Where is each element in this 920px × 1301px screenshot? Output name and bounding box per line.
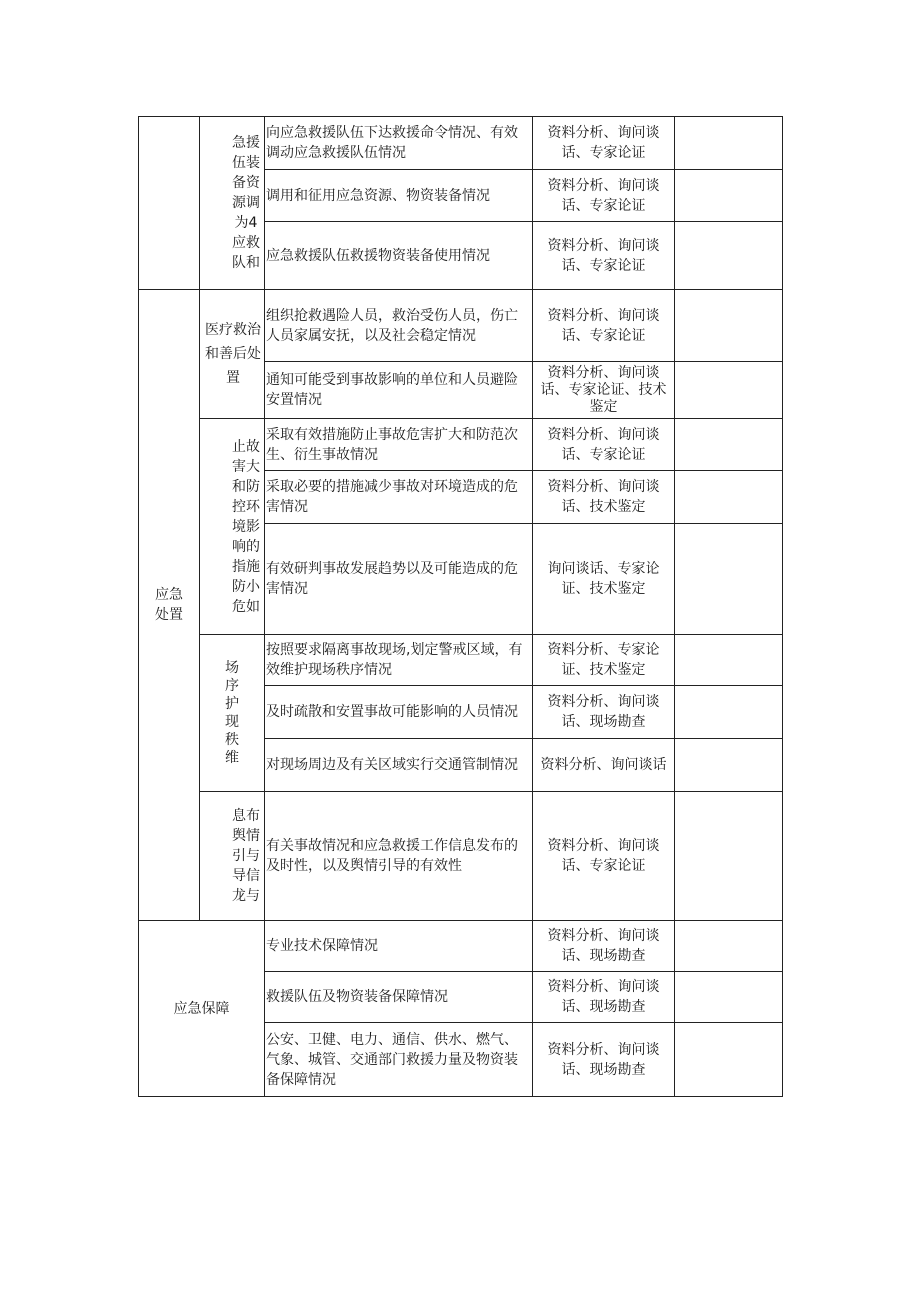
item-cell: 采取有效措施防止事故危害扩大和防范次生、衍生事故情况 (265, 419, 533, 471)
item-cell: 组织抢救遇险人员，救治受伤人员，伤亡人员家属安抚，以及社会稳定情况 (265, 290, 533, 362)
method-cell: 资料分析、询问谈话、现场勘查 (533, 686, 675, 739)
table-row (139, 419, 783, 471)
item-cell: 专业技术保障情况 (265, 921, 533, 972)
result-cell (675, 686, 783, 739)
category-cell: 应急处置 (139, 290, 200, 921)
result-cell (675, 362, 783, 419)
item-cell: 向应急救援队伍下达救援命令情况、有效调动应急救援队伍情况 (265, 117, 533, 170)
result-cell (675, 419, 783, 471)
result-cell (675, 921, 783, 972)
item-cell: 对现场周边及有关区域实行交通管制情况 (265, 739, 533, 792)
item-cell: 救援队伍及物资装备保障情况 (265, 972, 533, 1023)
method-cell: 资料分析、询问谈话、专家论证 (533, 117, 675, 170)
category-cell: 应急保障 (139, 921, 265, 1097)
item-cell: 有效研判事故发展趋势以及可能造成的危害情况 (265, 524, 533, 635)
method-cell: 资料分析、询问谈话 (533, 739, 675, 792)
subcategory-cell: 医疗救治和善后处置 (200, 290, 265, 419)
table-row (139, 792, 783, 921)
subcategory-cell: 息布舆情引与导信龙与 (200, 792, 265, 921)
method-cell: 资料分析、询问谈话、专家论证 (533, 290, 675, 362)
method-cell: 资料分析、询问谈话、现场勘查 (533, 921, 675, 972)
result-cell (675, 1023, 783, 1097)
category-cell (139, 117, 200, 290)
table-row (139, 117, 783, 170)
result-cell (675, 972, 783, 1023)
table-row (139, 635, 783, 686)
result-cell (675, 170, 783, 222)
result-cell (675, 471, 783, 524)
method-cell: 资料分析、询问谈话、专家论证 (533, 419, 675, 471)
method-cell: 资料分析、询问谈话、专家论证 (533, 222, 675, 290)
evaluation-table (138, 116, 783, 1097)
result-cell (675, 290, 783, 362)
table-row (139, 290, 783, 362)
item-cell: 应急救援队伍救援物资装备使用情况 (265, 222, 533, 290)
method-cell: 资料分析、询问谈话、专家论证 (533, 792, 675, 921)
method-cell: 询问谈话、专家论证、技术鉴定 (533, 524, 675, 635)
result-cell (675, 739, 783, 792)
method-cell: 资料分析、询问谈话、技术鉴定 (533, 471, 675, 524)
item-cell: 有关事故情况和应急救援工作信息发布的及时性，以及舆情引导的有效性 (265, 792, 533, 921)
subcategory-cell: 急援伍装备资源调为4应救队和 (200, 117, 265, 290)
result-cell (675, 635, 783, 686)
result-cell (675, 117, 783, 170)
method-cell: 资料分析、询问谈话、现场勘查 (533, 972, 675, 1023)
item-cell: 公安、卫健、电力、通信、供水、燃气、气象、城管、交通部门救援力量及物资装备保障情况 (265, 1023, 533, 1097)
item-cell: 调用和征用应急资源、物资装备情况 (265, 170, 533, 222)
result-cell (675, 524, 783, 635)
method-cell: 资料分析、询问谈话、专家论证 (533, 170, 675, 222)
subcategory-cell: 止故害大和防控环境影响的指施防小危如 (200, 419, 265, 635)
method-cell: 资料分析、询问谈话、现场勘查 (533, 1023, 675, 1097)
method-cell: 资料分析、询问谈话、专家论证、技术鉴定 (533, 362, 675, 419)
method-cell: 资料分析、专家论证、技术鉴定 (533, 635, 675, 686)
item-cell: 通知可能受到事故影响的单位和人员避险安置情况 (265, 362, 533, 419)
result-cell (675, 222, 783, 290)
item-cell: 及时疏散和安置事故可能影响的人员情况 (265, 686, 533, 739)
item-cell: 按照要求隔离事故现场,划定警戒区域，有效维护现场秩序情况 (265, 635, 533, 686)
table-row (139, 921, 783, 972)
subcategory-cell: 场序护现秩维 (200, 635, 265, 792)
result-cell (675, 792, 783, 921)
item-cell: 采取必要的措施减少事故对环境造成的危害情况 (265, 471, 533, 524)
